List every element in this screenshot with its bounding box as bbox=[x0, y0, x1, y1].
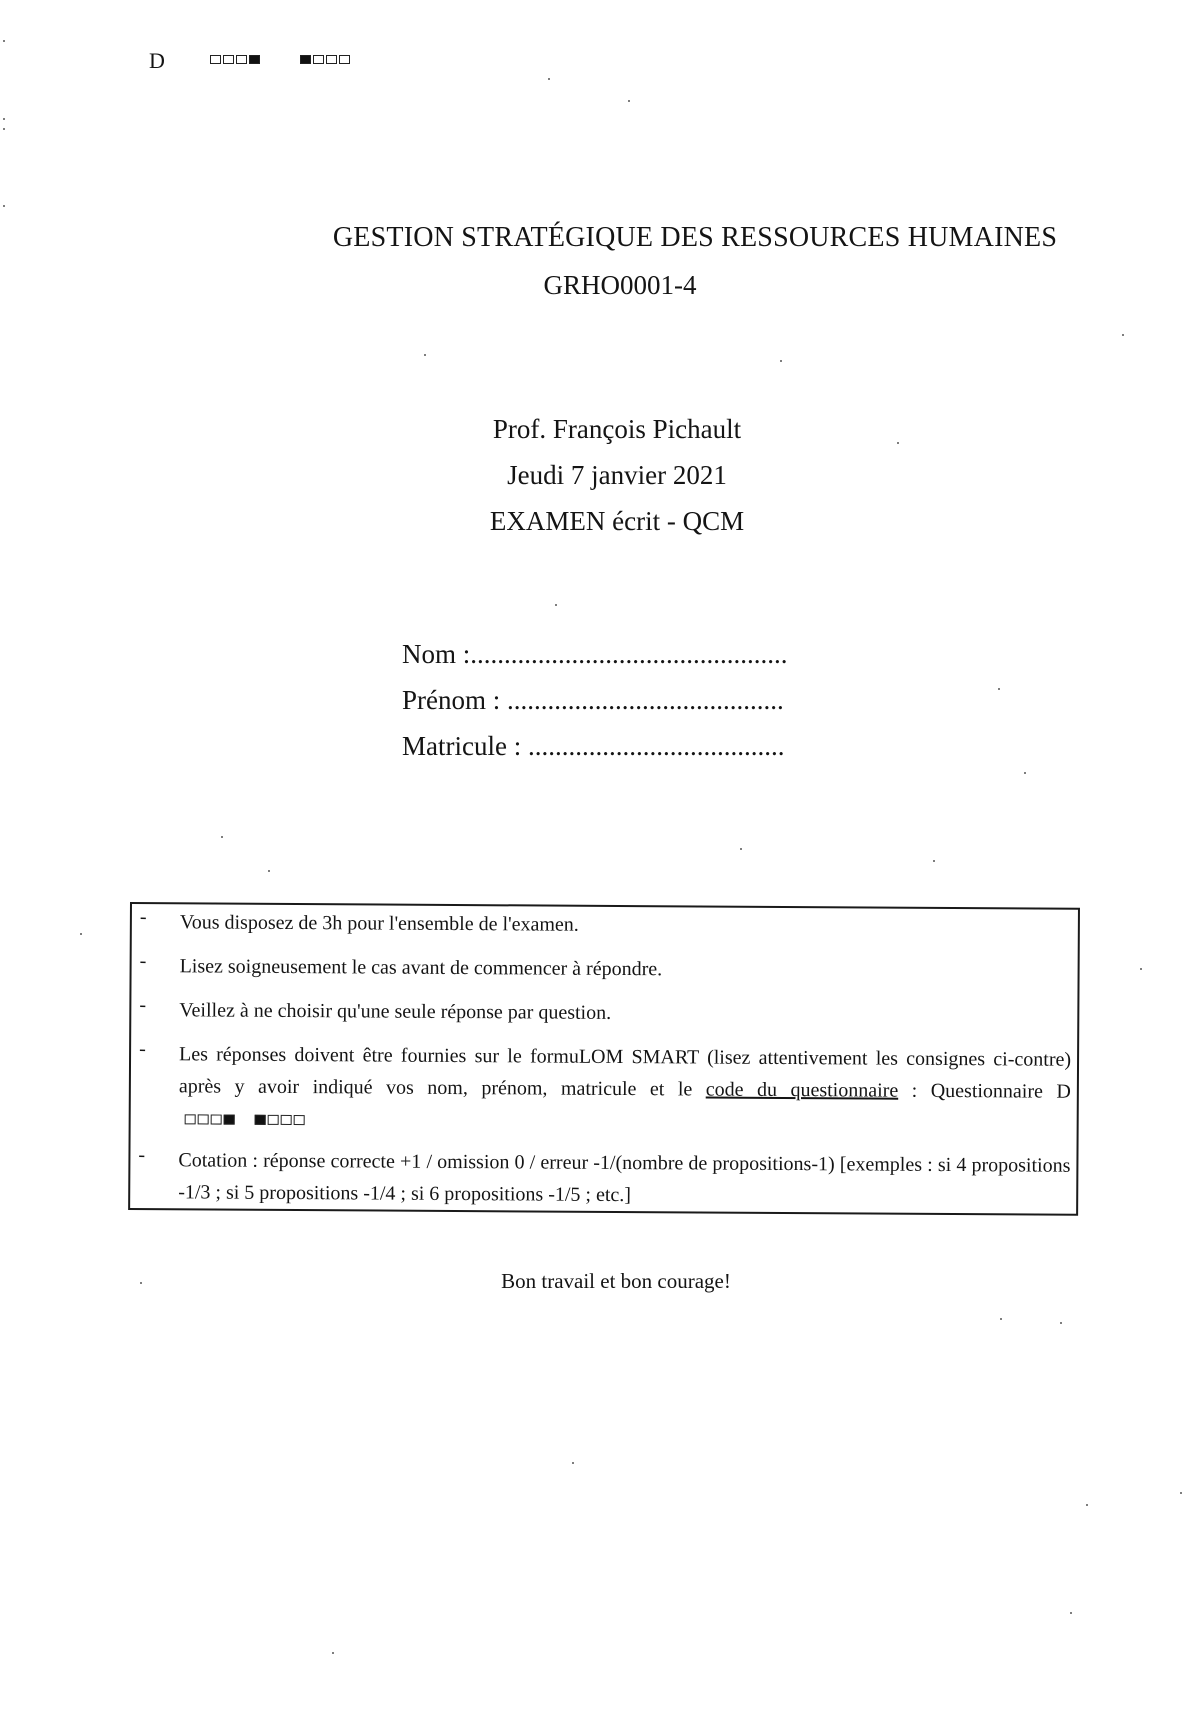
instruction-text-part: : Questionnaire D bbox=[898, 1079, 1071, 1103]
instruction-item bbox=[132, 950, 1078, 981]
student-id-field[interactable]: Matricule : ...................................... bbox=[402, 731, 785, 761]
bullet-dash: - bbox=[139, 1038, 146, 1061]
code-box-empty bbox=[210, 55, 221, 64]
instruction-text: Cotation : réponse correcte +1 / omission 0 / erreur -1/(nombre de propositions-1) [exemples : si 4 propositions -1/3 ; si 5 propositions -1/4 ; si 6 propositions -1/5 ; etc.] bbox=[178, 1149, 1071, 1207]
course-title: GESTION STRATÉGIQUE DES RESSOURCES HUMAINES bbox=[332, 222, 1058, 253]
instruction-item bbox=[132, 906, 1078, 936]
code-box-empty bbox=[236, 55, 247, 64]
code-box-filled bbox=[249, 55, 260, 64]
instruction-text: Vous disposez de 3h pour l'ensemble de l'examen. bbox=[179, 911, 579, 936]
bullet-dash: - bbox=[139, 906, 147, 929]
name-field[interactable]: Nom :............................................... bbox=[402, 639, 788, 669]
code-box-empty bbox=[281, 1115, 292, 1125]
professor-name: Prof. François Pichault bbox=[492, 414, 742, 444]
code-box-empty bbox=[294, 1115, 305, 1125]
code-box-empty bbox=[313, 55, 324, 64]
instruction-text: Veillez à ne choisir qu'une seule réponse par question. bbox=[179, 999, 612, 1024]
bullet-dash: - bbox=[138, 1144, 146, 1167]
exam-type: EXAMEN écrit - QCM bbox=[489, 506, 745, 536]
course-code: GRHO0001-4 bbox=[543, 270, 697, 300]
code-box-filled bbox=[300, 55, 311, 64]
questionnaire-letter: D bbox=[149, 48, 165, 73]
code-box-empty bbox=[339, 55, 350, 64]
bullet-dash: - bbox=[139, 950, 147, 973]
instruction-item bbox=[131, 994, 1077, 1024]
bullet-dash: - bbox=[139, 994, 147, 1017]
instruction-text-part: Les réponses doivent être fournies sur le formuLOM SMART (lisez attentivement les consignes ci-contre) après y avoir indiqué vos nom, prénom, matricule et le bbox=[178, 1043, 1072, 1101]
code-box-empty bbox=[268, 1115, 279, 1125]
questionnaire-code-boxes bbox=[185, 1115, 307, 1126]
instruction-text: Lisez soigneusement le cas avant de commencer à répondre. bbox=[179, 955, 663, 981]
code-box-empty bbox=[223, 55, 234, 64]
code-box-empty bbox=[198, 1115, 209, 1125]
first-name-field[interactable]: Prénom : ......................................... bbox=[402, 685, 784, 715]
questionnaire-code-boxes bbox=[210, 55, 352, 64]
code-box-filled bbox=[255, 1115, 266, 1125]
code-box-empty bbox=[326, 55, 337, 64]
code-box-empty bbox=[185, 1115, 196, 1125]
code-box-empty bbox=[211, 1115, 222, 1125]
identification-fields bbox=[402, 631, 788, 769]
code-box-filled bbox=[224, 1115, 235, 1125]
exam-date: Jeudi 7 janvier 2021 bbox=[507, 460, 727, 490]
questionnaire-code-label: code du questionnaire bbox=[705, 1078, 899, 1102]
instructions-box bbox=[128, 902, 1080, 1216]
instruction-text bbox=[179, 1038, 1072, 1139]
instruction-item bbox=[131, 1038, 1077, 1103]
instruction-item bbox=[131, 1144, 1077, 1207]
exam-info bbox=[0, 406, 1200, 544]
closing-message: Bon travail et bon courage! bbox=[501, 1269, 731, 1293]
